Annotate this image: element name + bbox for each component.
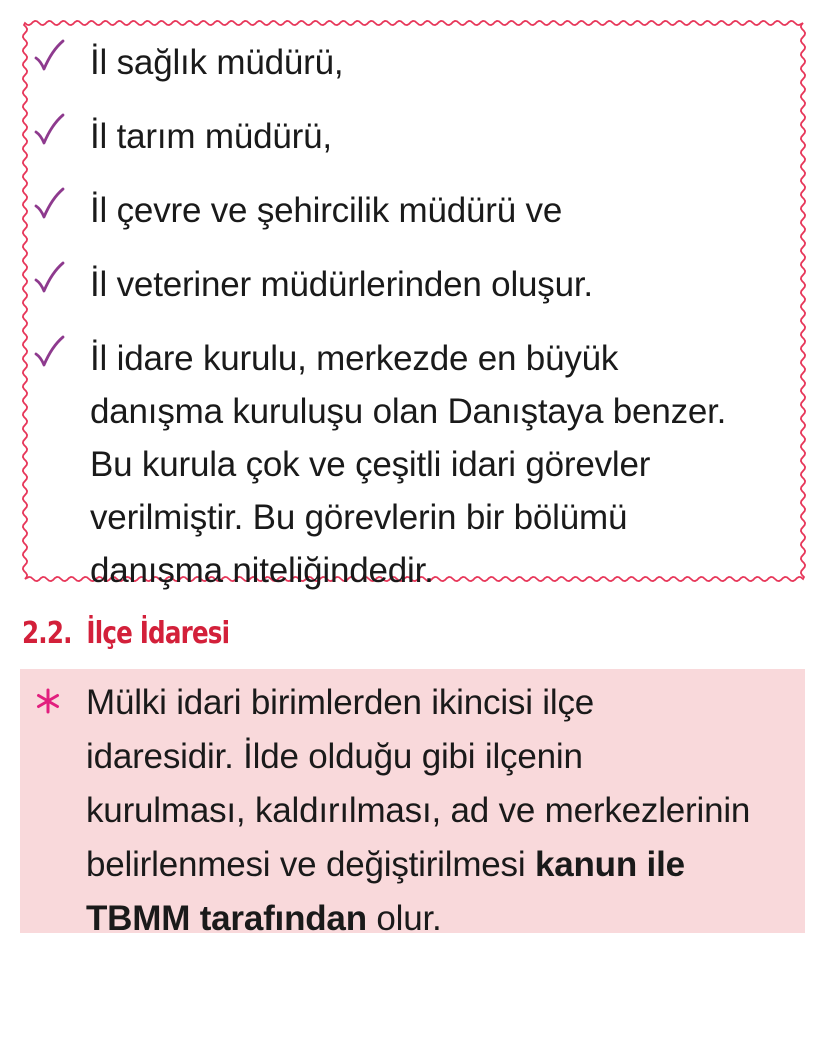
info-text: olur.	[366, 899, 442, 938]
list-item-text: İl sağlık müdürü,	[90, 43, 344, 82]
info-line: kurulması, kaldırılması, ad ve merkezlerinin	[86, 791, 751, 830]
section-number: 2.2.	[22, 616, 72, 651]
list-item-text: İl çevre ve şehircilik müdürü ve	[90, 191, 563, 230]
info-paragraph	[86, 676, 801, 946]
section-title: İlçe İdaresi	[86, 616, 230, 651]
info-emphasis: TBMM tarafından	[86, 899, 367, 938]
info-text: belirlenmesi ve değiştirilmesi	[86, 845, 535, 884]
checkmark-icon	[32, 258, 66, 298]
checkmark-icon	[32, 110, 66, 150]
info-line: idaresidir. İlde olduğu gibi ilçenin	[86, 737, 583, 776]
info-line: Mülki idari birimlerden ikincisi ilçe	[86, 683, 595, 722]
section-heading	[22, 616, 229, 651]
info-line	[86, 892, 801, 946]
checkmark-icon	[32, 332, 66, 372]
bordered-list-box	[22, 20, 806, 590]
list-item-text: İl tarım müdürü,	[90, 117, 332, 156]
list-item-text: İl idare kurulu, merkezde en büyük danışma kuruluşu olan Danıştaya benzer. Bu kurula çok ve çeşitli idari görevler verilmiştir. Bu görevlerin bir bölümü danışma niteliğindedir.	[90, 339, 727, 590]
info-line	[86, 838, 801, 892]
star-icon	[34, 687, 62, 715]
checkmark-icon	[32, 184, 66, 224]
list-item-text: İl veteriner müdürlerinden oluşur.	[90, 265, 593, 304]
checkmark-icon	[32, 36, 66, 76]
info-emphasis: kanun ile	[534, 845, 685, 884]
info-box	[20, 669, 805, 938]
